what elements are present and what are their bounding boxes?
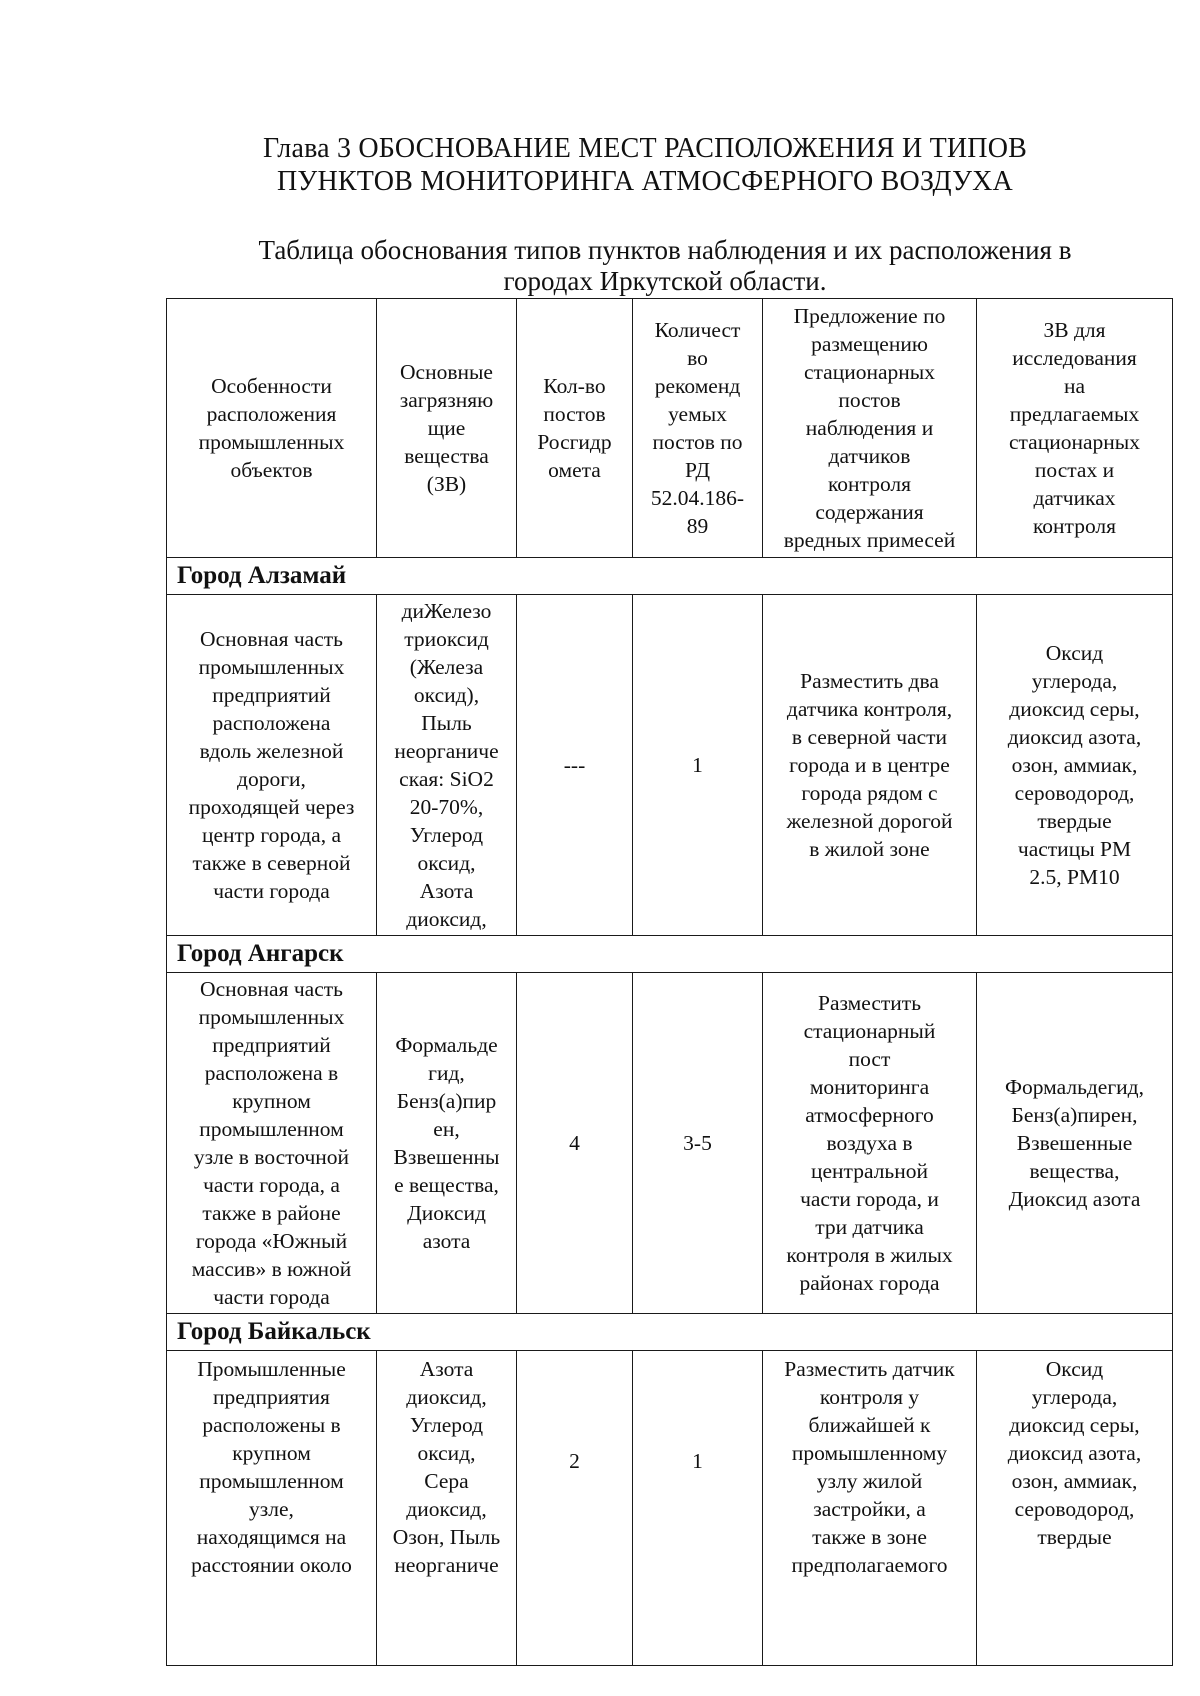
cell-roshydromet-posts: 4: [517, 973, 633, 1314]
table-row: [167, 1351, 1173, 1666]
city-row: [167, 1314, 1173, 1351]
city-heading: Город Байкальск: [167, 1314, 1173, 1351]
cell-location-features: Основная часть промышленных предприятий расположена вдоль железной дороги, проходящей через центр города, а также в северной части города: [167, 595, 377, 936]
header-cell-placement-proposal: Предложение по размещению стационарных постов наблюдения и датчиков контроля содержания вредных примесей: [763, 299, 977, 558]
table-row: [167, 595, 1173, 936]
cell-pollutants-to-study: Оксид углерода, диоксид серы, диоксид азота, озон, аммиак, сероводород, твердые: [977, 1351, 1173, 1666]
city-heading: Город Алзамай: [167, 558, 1173, 595]
table-caption: [200, 235, 1130, 297]
cell-location-features: Промышленные предприятия расположены в крупном промышленном узле, находящимся на расстоянии около: [167, 1351, 377, 1666]
justification-table: [166, 298, 1173, 1666]
page-title-line-2: ПУНКТОВ МОНИТОРИНГА АТМОСФЕРНОГО ВОЗДУХА: [277, 166, 1013, 197]
header-cell-pollutants-to-study: ЗВ для исследования на предлагаемых стационарных постах и датчиках контроля: [977, 299, 1173, 558]
city-row: [167, 936, 1173, 973]
table-caption-line-2: городах Иркутской области.: [503, 266, 827, 296]
table-header-row: [167, 299, 1173, 558]
header-cell-recommended-posts: Количест во рекоменд уемых постов по РД 52.04.186- 89: [633, 299, 763, 558]
cell-roshydromet-posts: ---: [517, 595, 633, 936]
table-row: [167, 973, 1173, 1314]
cell-placement-proposal: Разместить стационарный пост мониторинга атмосферного воздуха в центральной части города, и три датчика контроля в жилых районах города: [763, 973, 977, 1314]
cell-roshydromet-posts: 2: [517, 1351, 633, 1666]
cell-recommended-posts: 1: [633, 595, 763, 936]
cell-main-pollutants: диЖелезо триоксид (Железа оксид), Пыль неорганиче ская: SiO2 20-70%, Углерод оксид, Азота диоксид,: [377, 595, 517, 936]
cell-placement-proposal: Разместить датчик контроля у ближайшей к промышленному узлу жилой застройки, а также в зоне предполагаемого: [763, 1351, 977, 1666]
table-caption-line-1: Таблица обоснования типов пунктов наблюдения и их расположения в: [258, 235, 1072, 265]
header-cell-roshydromet-posts: Кол-во постов Росгидр омета: [517, 299, 633, 558]
cell-recommended-posts: 3-5: [633, 973, 763, 1314]
cell-placement-proposal: Разместить два датчика контроля, в северной части города и в центре города рядом с железной дорогой в жилой зоне: [763, 595, 977, 936]
city-row: [167, 558, 1173, 595]
cell-main-pollutants: Формальде гид, Бенз(а)пир ен, Взвешенны е вещества, Диоксид азота: [377, 973, 517, 1314]
city-heading: Город Ангарск: [167, 936, 1173, 973]
header-cell-main-pollutants: Основные загрязняю щие вещества (ЗВ): [377, 299, 517, 558]
page-title: [230, 132, 1060, 198]
cell-recommended-posts: 1: [633, 1351, 763, 1666]
cell-pollutants-to-study: Оксид углерода, диоксид серы, диоксид азота, озон, аммиак, сероводород, твердые частицы PM 2.5, PM10: [977, 595, 1173, 936]
cell-main-pollutants: Азота диоксид, Углерод оксид, Сера диоксид, Озон, Пыль неорганиче: [377, 1351, 517, 1666]
page-title-line-1: Глава 3 ОБОСНОВАНИЕ МЕСТ РАСПОЛОЖЕНИЯ И ТИПОВ: [262, 133, 1028, 164]
cell-location-features: Основная часть промышленных предприятий расположена в крупном промышленном узле в восточной части города, а также в районе города «Южный массив» в южной части города: [167, 973, 377, 1314]
cell-pollutants-to-study: Формальдегид, Бенз(а)пирен, Взвешенные вещества, Диоксид азота: [977, 973, 1173, 1314]
header-cell-location-features: Особенности расположения промышленных объектов: [167, 299, 377, 558]
